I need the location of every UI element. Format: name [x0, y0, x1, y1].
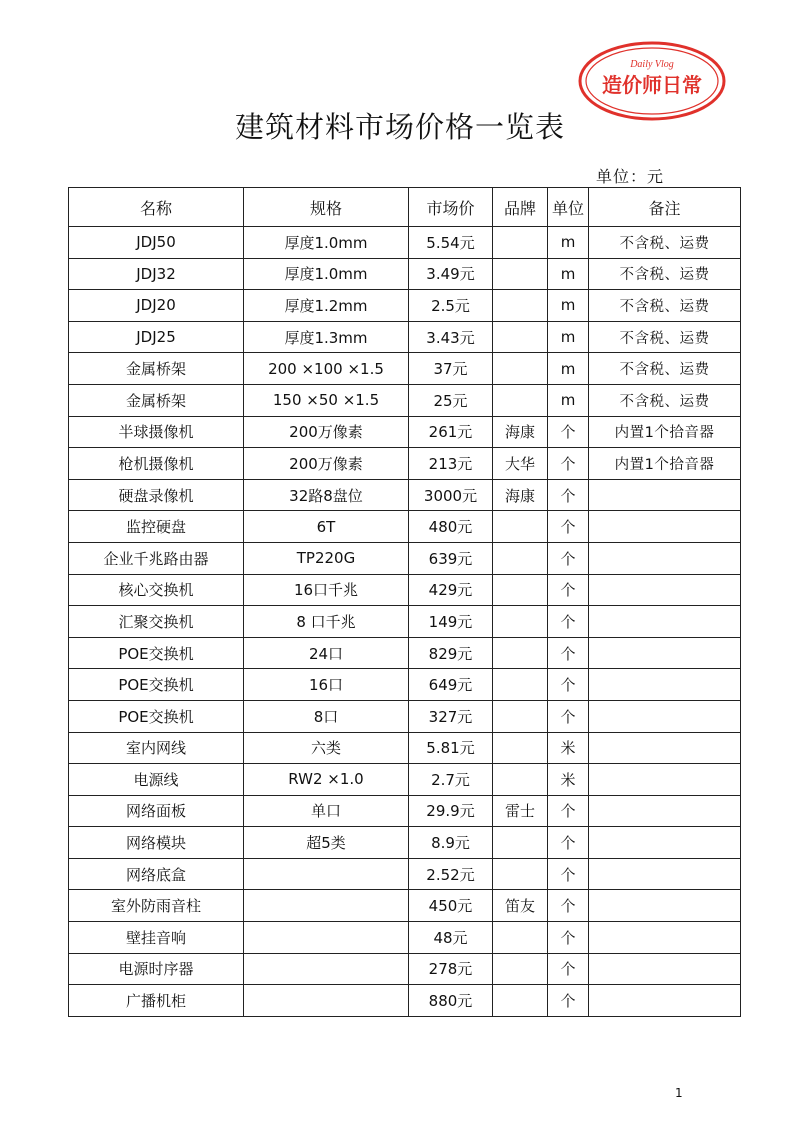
cell-unit: 个 [548, 479, 589, 511]
table-row [69, 321, 741, 353]
cell-spec: 200万像素 [244, 448, 409, 480]
cell-unit: 个 [548, 985, 589, 1017]
cell-name: 核心交换机 [69, 574, 244, 606]
cell-spec [244, 890, 409, 922]
cell-spec: 24口 [244, 637, 409, 669]
table-row [69, 448, 741, 480]
cell-price: 480元 [409, 511, 493, 543]
cell-spec: RW2 ×1.0 [244, 764, 409, 796]
svg-text:造价师日常: 造价师日常 [602, 73, 702, 97]
cell-price: 5.81元 [409, 732, 493, 764]
unit-note: 单位：元 [596, 167, 665, 186]
table-row [69, 890, 741, 922]
cell-unit: 米 [548, 764, 589, 796]
cell-remarks [589, 606, 741, 638]
table-row [69, 732, 741, 764]
cell-spec: 厚度1.3mm [244, 321, 409, 353]
cell-spec: 200万像素 [244, 416, 409, 448]
cell-unit: m [548, 321, 589, 353]
cell-brand [493, 858, 548, 890]
cell-unit: 个 [548, 448, 589, 480]
cell-name: 网络底盒 [69, 858, 244, 890]
cell-price: 880元 [409, 985, 493, 1017]
cell-spec: 150 ×50 ×1.5 [244, 384, 409, 416]
table-row [69, 637, 741, 669]
cell-brand [493, 669, 548, 701]
cell-spec: 8 口千兆 [244, 606, 409, 638]
cell-spec [244, 858, 409, 890]
cell-unit: 米 [548, 732, 589, 764]
cell-price: 639元 [409, 542, 493, 574]
cell-unit: 个 [548, 606, 589, 638]
cell-price: 149元 [409, 606, 493, 638]
cell-price: 2.5元 [409, 290, 493, 322]
cell-name: 监控硬盘 [69, 511, 244, 543]
cell-unit: m [548, 290, 589, 322]
table-row [69, 227, 741, 259]
table-row [69, 416, 741, 448]
cell-name: 室外防雨音柱 [69, 890, 244, 922]
cell-name: 硬盘录像机 [69, 479, 244, 511]
cell-name: POE交换机 [69, 700, 244, 732]
cell-brand [493, 922, 548, 954]
cell-unit: m [548, 227, 589, 259]
cell-price: 48元 [409, 922, 493, 954]
cell-remarks [589, 890, 741, 922]
cell-unit: 个 [548, 827, 589, 859]
cell-price: 829元 [409, 637, 493, 669]
header-remarks: 备注 [589, 188, 741, 227]
cell-price: 278元 [409, 953, 493, 985]
cell-price: 2.52元 [409, 858, 493, 890]
table-row [69, 542, 741, 574]
cell-spec: 厚度1.0mm [244, 227, 409, 259]
cell-remarks: 不含税、运费 [589, 258, 741, 290]
cell-price: 649元 [409, 669, 493, 701]
cell-spec: 16口 [244, 669, 409, 701]
cell-spec: 8口 [244, 700, 409, 732]
cell-remarks [589, 637, 741, 669]
cell-unit: 个 [548, 637, 589, 669]
cell-price: 3.43元 [409, 321, 493, 353]
cell-remarks [589, 953, 741, 985]
cell-price: 213元 [409, 448, 493, 480]
cell-brand [493, 227, 548, 259]
cell-remarks [589, 542, 741, 574]
table-row [69, 764, 741, 796]
cell-remarks: 内置1个拾音器 [589, 416, 741, 448]
cell-brand: 海康 [493, 479, 548, 511]
table-header-row [69, 188, 741, 227]
header-price: 市场价 [409, 188, 493, 227]
table-row [69, 290, 741, 322]
cell-brand: 笛友 [493, 890, 548, 922]
header-name: 名称 [69, 188, 244, 227]
cell-unit: m [548, 384, 589, 416]
cell-remarks [589, 795, 741, 827]
table-row [69, 258, 741, 290]
cell-spec: 六类 [244, 732, 409, 764]
cell-brand [493, 606, 548, 638]
table-row [69, 953, 741, 985]
cell-price: 450元 [409, 890, 493, 922]
cell-remarks [589, 922, 741, 954]
cell-name: 枪机摄像机 [69, 448, 244, 480]
svg-text:Daily Vlog: Daily Vlog [630, 59, 674, 70]
table-row [69, 858, 741, 890]
cell-remarks: 不含税、运费 [589, 290, 741, 322]
header-spec: 规格 [244, 188, 409, 227]
cell-remarks [589, 574, 741, 606]
cell-brand [493, 353, 548, 385]
table-row [69, 353, 741, 385]
cell-remarks [589, 700, 741, 732]
cell-remarks: 不含税、运费 [589, 353, 741, 385]
cell-name: JDJ25 [69, 321, 244, 353]
cell-spec: 厚度1.2mm [244, 290, 409, 322]
cell-unit: 个 [548, 669, 589, 701]
cell-price: 3000元 [409, 479, 493, 511]
cell-price: 25元 [409, 384, 493, 416]
cell-name: 室内网线 [69, 732, 244, 764]
cell-name: 汇聚交换机 [69, 606, 244, 638]
cell-spec: 32路8盘位 [244, 479, 409, 511]
cell-remarks: 不含税、运费 [589, 384, 741, 416]
cell-name: JDJ20 [69, 290, 244, 322]
cell-brand [493, 384, 548, 416]
cell-name: 企业千兆路由器 [69, 542, 244, 574]
price-table [68, 187, 741, 1017]
cell-unit: 个 [548, 511, 589, 543]
cell-unit: 个 [548, 953, 589, 985]
cell-price: 327元 [409, 700, 493, 732]
table-row [69, 606, 741, 638]
cell-name: 电源时序器 [69, 953, 244, 985]
cell-name: JDJ50 [69, 227, 244, 259]
cell-name: 网络面板 [69, 795, 244, 827]
cell-remarks [589, 985, 741, 1017]
cell-brand [493, 764, 548, 796]
cell-unit: 个 [548, 700, 589, 732]
cell-unit: 个 [548, 795, 589, 827]
cell-name: POE交换机 [69, 669, 244, 701]
cell-remarks [589, 827, 741, 859]
cell-remarks: 内置1个拾音器 [589, 448, 741, 480]
cell-brand [493, 511, 548, 543]
cell-brand: 雷士 [493, 795, 548, 827]
cell-remarks [589, 511, 741, 543]
cell-name: POE交换机 [69, 637, 244, 669]
cell-spec: 超5类 [244, 827, 409, 859]
cell-spec: 单口 [244, 795, 409, 827]
cell-price: 8.9元 [409, 827, 493, 859]
table-row [69, 700, 741, 732]
cell-remarks [589, 669, 741, 701]
cell-price: 5.54元 [409, 227, 493, 259]
cell-unit: 个 [548, 542, 589, 574]
cell-price: 261元 [409, 416, 493, 448]
table-row [69, 827, 741, 859]
cell-name: 金属桥架 [69, 384, 244, 416]
cell-remarks [589, 764, 741, 796]
cell-unit: 个 [548, 416, 589, 448]
cell-brand: 大华 [493, 448, 548, 480]
cell-name: 网络模块 [69, 827, 244, 859]
table-row [69, 479, 741, 511]
header-brand: 品牌 [493, 188, 548, 227]
cell-unit: 个 [548, 890, 589, 922]
cell-name: 广播机柜 [69, 985, 244, 1017]
cell-brand [493, 258, 548, 290]
cell-brand [493, 732, 548, 764]
cell-unit: 个 [548, 922, 589, 954]
table-row [69, 574, 741, 606]
table-row [69, 795, 741, 827]
cell-brand [493, 700, 548, 732]
cell-brand [493, 953, 548, 985]
cell-spec [244, 985, 409, 1017]
cell-remarks [589, 858, 741, 890]
cell-name: 金属桥架 [69, 353, 244, 385]
cell-brand [493, 321, 548, 353]
cell-spec: 6T [244, 511, 409, 543]
cell-remarks [589, 479, 741, 511]
cell-unit: m [548, 258, 589, 290]
table-body [69, 227, 741, 1017]
cell-price: 429元 [409, 574, 493, 606]
header-unit: 单位 [548, 188, 589, 227]
cell-spec: 16口千兆 [244, 574, 409, 606]
cell-name: JDJ32 [69, 258, 244, 290]
cell-spec: 200 ×100 ×1.5 [244, 353, 409, 385]
cell-spec [244, 922, 409, 954]
cell-remarks: 不含税、运费 [589, 321, 741, 353]
cell-name: 壁挂音响 [69, 922, 244, 954]
cell-unit: m [548, 353, 589, 385]
table-row [69, 669, 741, 701]
cell-unit: 个 [548, 858, 589, 890]
table-row [69, 985, 741, 1017]
cell-brand [493, 542, 548, 574]
cell-brand [493, 637, 548, 669]
cell-brand [493, 985, 548, 1017]
cell-remarks [589, 732, 741, 764]
cell-brand [493, 827, 548, 859]
cell-name: 半球摄像机 [69, 416, 244, 448]
cell-brand [493, 290, 548, 322]
cell-price: 2.7元 [409, 764, 493, 796]
table-row [69, 511, 741, 543]
cell-spec: 厚度1.0mm [244, 258, 409, 290]
table-row [69, 922, 741, 954]
cell-brand: 海康 [493, 416, 548, 448]
cell-unit: 个 [548, 574, 589, 606]
page-title: 建筑材料市场价格一览表 [234, 110, 565, 144]
cell-price: 37元 [409, 353, 493, 385]
cell-spec: TP220G [244, 542, 409, 574]
cell-remarks: 不含税、运费 [589, 227, 741, 259]
cell-name: 电源线 [69, 764, 244, 796]
cell-price: 3.49元 [409, 258, 493, 290]
cell-price: 29.9元 [409, 795, 493, 827]
cell-spec [244, 953, 409, 985]
page-number: 1 [675, 1086, 683, 1100]
cell-brand [493, 574, 548, 606]
table-row [69, 384, 741, 416]
